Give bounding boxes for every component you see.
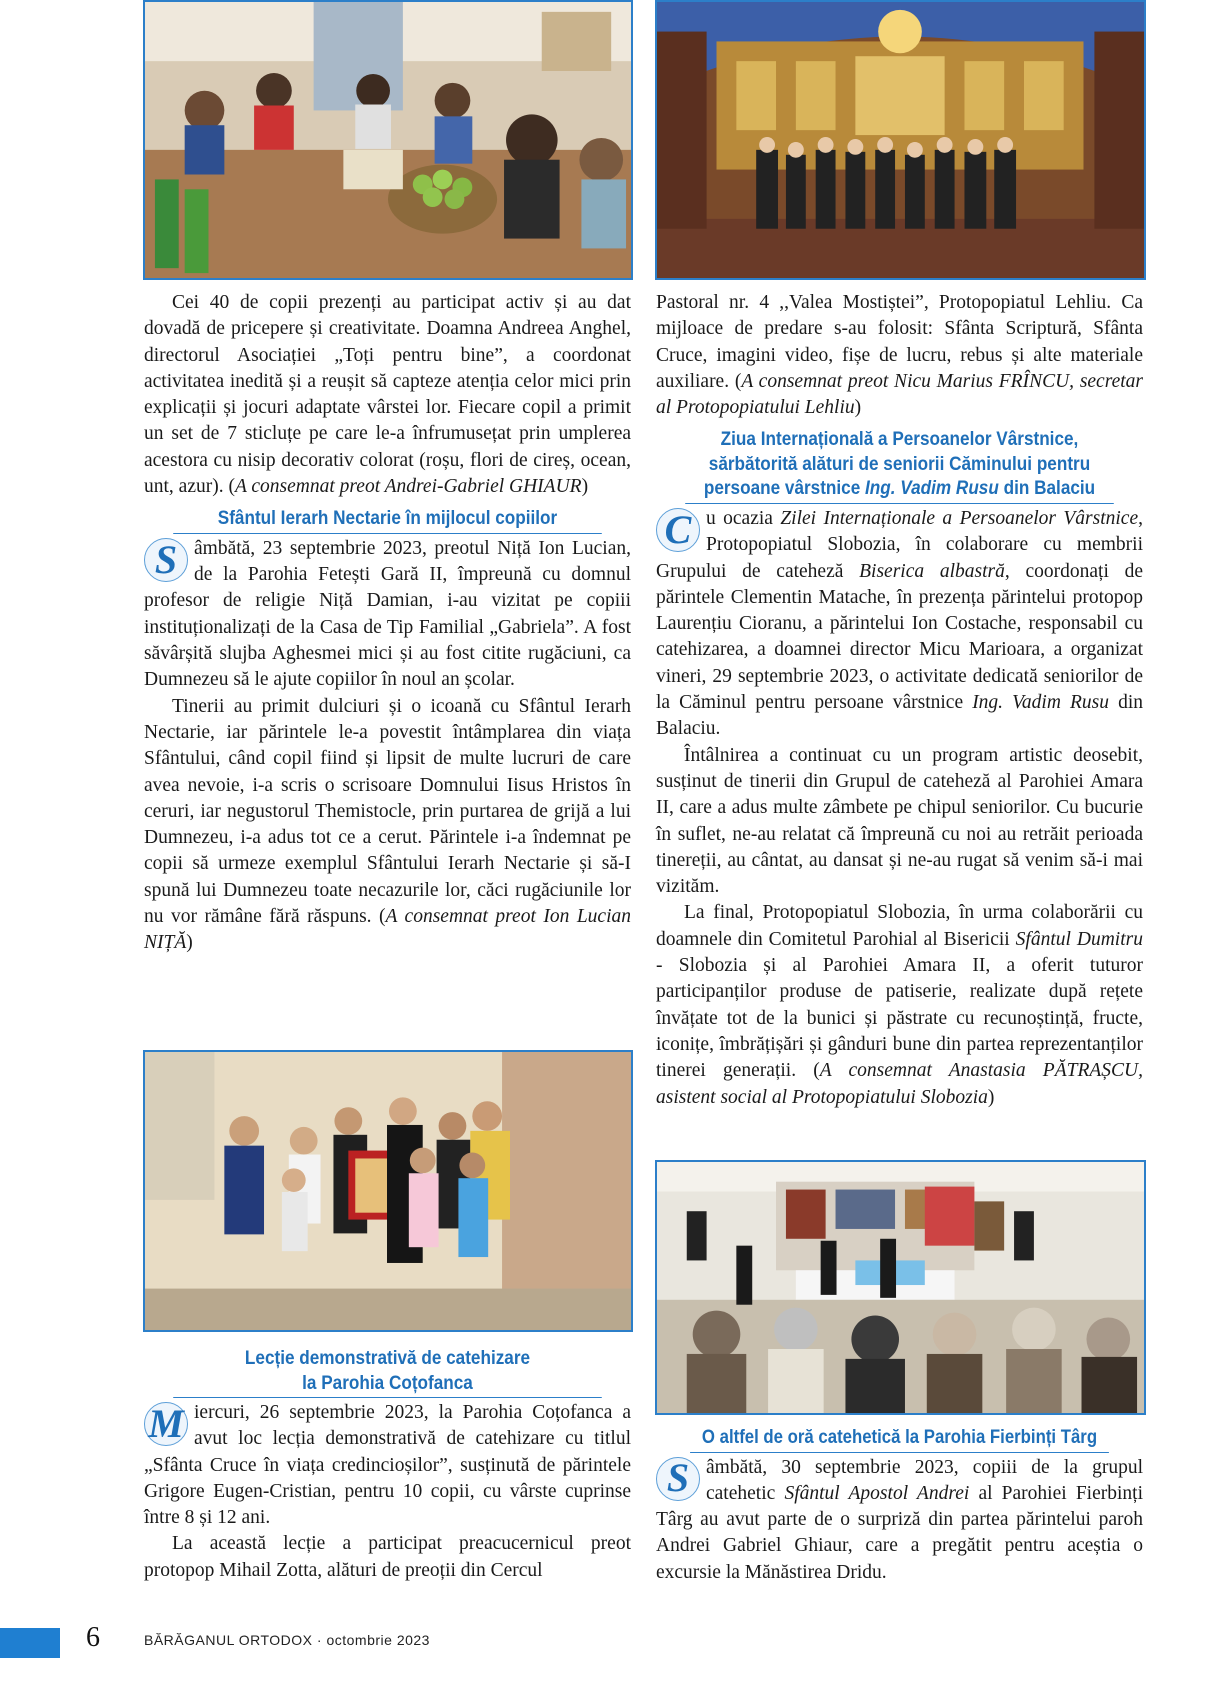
article-title-cotofanca: Lecție demonstrativă de catehizare la Parohia Coțofanca — [173, 1346, 602, 1398]
varstnice-paragraph-3: La final, Protopopiatul Slobozia, în urma colaborării cu doamnele din Comitetul Parohial al Bisericii Sfântul Dumitru - Slobozia și al Parohiei Amara II, a oferit tuturor participanților produse de patiserie, realizate după rețete învățate tot de la bunici și păstrate cu recunoștință, fructe, iconițe, îmbrățișări și gânduri bune din partea reprezentanților tinerei generații. (A consemnat Anastasia PĂTRAȘCU, asistent social al Protopopiatului Slobozia) — [656, 902, 1144, 1108]
dropcap-letter: S — [656, 1457, 700, 1501]
footer-publication: BĂRĂGANUL ORTODOX · octombrie 2023 — [144, 1632, 430, 1648]
photo-church-group — [655, 0, 1146, 280]
continued-paragraph: Pastoral nr. 4 ,,Valea Mostiștei”, Protopopiatul Lehliu. Ca mijloace de predare s-au folosit: Sfânta Scriptură, Sfânta Cruce, imagini video, fișe de lucru, rebus și alte materiale auxiliare. (A consemnat preot Nicu Marius FRÎNCU, secretar al Protopopiatului Lehliu) — [656, 292, 1143, 419]
cotofanca-paragraph-1: M iercuri, 26 septembrie 2023, la Parohia Coțofanca a avut loc lecția demonstrativă de catehizare cu titlul „Sfânta Cruce în viața credincioșilor”, susținută de părintele Grigore Eugen-Cristian, pentru 10 copii, cu vârste cuprinse între 8 și 12 ani. — [144, 1400, 631, 1529]
photo-seniors-event — [655, 1160, 1146, 1415]
footer-accent-bar — [0, 1628, 60, 1658]
dropcap-letter: C — [656, 508, 700, 552]
nectarie-paragraph-1: S âmbătă, 23 septembrie 2023, preotul Niță Ion Lucian, de la Parohia Fetești Gară II, împreună cu domnul profesor de religie Niță Damian, i-au vizitat pe copiii instituționalizați de la Casa de Tip Familial „Gabriela”. A fost săvârșită slujba Aghesmei mici și au fost citite rugăciuni, ca Dumnezeu să le ajute copiilor în noul an școlar. — [144, 536, 631, 691]
fierbinti-paragraph-1: S âmbătă, 30 septembrie 2023, copiii de la grupul catehetic Sfântul Apostol Andrei al Parohiei Fierbinți Târg au avut parte de o surpriză din partea părintelui paroh Andrei Gabriel Ghiaur, care a pregătit pentru aceștia o excursie la Mănăstirea Dridu. — [656, 1455, 1144, 1583]
article-title-fierbinti: O altfel de oră catehetică la Parohia Fierbinți Târg — [690, 1425, 1109, 1453]
page-number: 6 — [86, 1622, 100, 1653]
article-title-varstnice: Ziua Internațională a Persoanelor Vârstnice, sărbătorită alături de seniorii Căminului pentru persoane vârstnice Ing. Vadim Rusu din Balaciu — [685, 427, 1114, 504]
nectarie-paragraph-2: Tinerii au primit dulciuri și o icoană cu Sfântul Ierarh Nectarie, iar părintele le-a povestit întâmplarea din viața Sfântului, când copil fiind și lipsit de multe lucruri de care avea nevoie, i-a scris o scrisoare Domnului Iisus Hristos în ceruri, iar negustorul Themistocle, prin purtarea de grijă a lui Dumnezeu, i-a adus tot ce a cerut. Părintele i-a îndemnat pe copii să urmeze exemplul Sfântului Ierarh Nectarie și să-I spună lui Dumnezeu toate necazurile lor, căci rugăciunile lor nu vor rămâne fără răspuns. (A consemnat preot Ion Lucian NIȚĂ) — [144, 695, 631, 954]
article-title-nectarie: Sfântul Ierarh Nectarie în mijlocul copiilor — [173, 506, 602, 534]
author-signature: A consemnat Anastasia PĂTRAȘCU, asistent social al Protopopiatului Slobozia — [656, 1060, 1144, 1108]
cotofanca-paragraph-2: La această lecție a participat preacucernicul preot protopop Mihail Zotta, alături de preoții din Cercul — [144, 1533, 631, 1581]
photo-children-workshop — [143, 0, 633, 280]
dropcap-letter: S — [144, 538, 188, 582]
varstnice-paragraph-1: C u ocazia Zilei Internaționale a Persoanelor Vârstnice, Protopopiatul Slobozia, în colaborare cu membrii Grupului de cateheză Biserica albastră, coordonați de părintele Clementin Matache, în prezența părintelui protopop Laurențiu Cioranu, a părintelui Ion Costache, responsabil cu catehizarea, a doamnei director Micu Marioara, a organizat vineri, 29 septembrie 2023, o activitate dedicată seniorilor de la Căminul pentru persoane vârstnice Ing. Vadim Rusu din Balaciu. — [656, 506, 1144, 740]
dropcap-letter: M — [144, 1402, 188, 1446]
varstnice-paragraph-2: Întâlnirea a continuat cu un program artistic deosebit, susținut de tinerii din Grupul de cateheză al Parohiei Amara II, care a adus multe zâmbete pe chipul seniorilor. Cu bucurie în suflet, ne-au relatat că împreună cu noi au retrăit perioada tinereții, au cântat, au dansat și ne-au rugat să venim să-i mai vizităm. — [656, 744, 1143, 898]
author-signature: A consemnat preot Andrei-Gabriel GHIAUR — [234, 476, 582, 498]
author-signature: A consemnat preot Ion Lucian NIȚĂ — [144, 906, 631, 954]
author-signature: A consemnat preot Nicu Marius FRÎNCU, secretar al Protopopiatului Lehliu — [656, 370, 1143, 419]
photo-children-with-priest — [143, 1050, 633, 1332]
intro-paragraph: Cei 40 de copii prezenți au participat activ și au dat dovadă de pricepere și creativitate. Doamna Andreea Anghel, directorul Asociației „Toți pentru bine”, a coordonat activitatea inedită și a reușit să capteze atenția celor mici prin explicații și jocuri adaptate vârstei lor. Fiecare copil a primit un set de 7 sticluțe pe care le-a înfrumusețat prin umplerea acestora cu nisip decorativ colorat (roșu, flori de cireș, ocean, unt, azur). (A consemnat preot Andrei-Gabriel GHIAUR) — [144, 292, 631, 498]
